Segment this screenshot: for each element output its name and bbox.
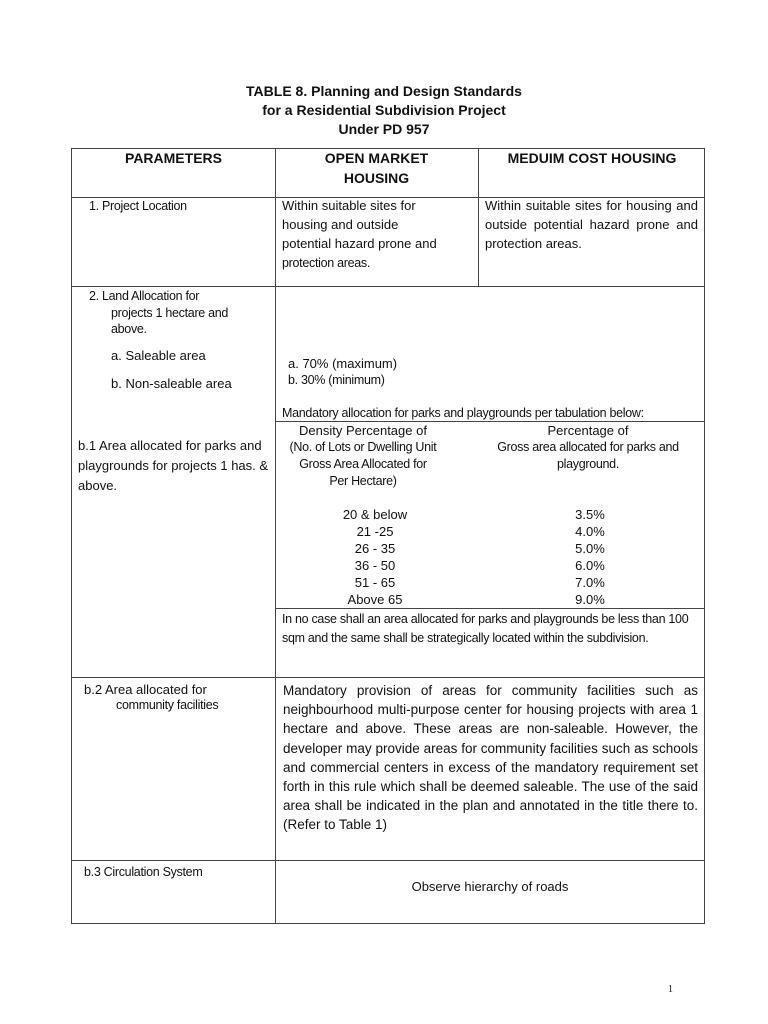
column-divider [275,148,276,924]
param-land-allocation-3: above. [111,322,147,336]
mandatory-allocation-note: Mandatory allocation for parks and playgrounds per tabulation below: [282,406,644,420]
density-value: 36 - 50 [354,558,396,573]
param-community-facilities-1: b.2 Area allocated for [84,682,207,697]
percentage-header-1: Percentage of [547,423,629,438]
param-circulation-system: b.3 Circulation System [84,865,203,879]
percentage-header-3: playground. [556,457,620,471]
table-subtitle: for a Residential Subdivision Project [262,102,506,118]
density-value: 51 - 65 [354,575,396,590]
param-saleable: a. Saleable area [111,348,206,363]
param-project-location: 1. Project Location [89,199,187,213]
percentage-value: 9.0% [575,592,605,607]
density-value: 21 -25 [356,524,394,539]
density-header-3: Gross Area Allocated for [299,457,427,471]
density-value: 26 - 35 [354,541,396,556]
density-header-2: (No. of Lots or Dwelling Unit [289,440,437,454]
param-non-saleable: b. Non-saleable area [111,376,232,391]
saleable-value: a. 70% (maximum) [288,356,398,371]
column-divider [478,148,479,286]
open-market-location-3: potential hazard prone and [282,236,437,251]
community-facilities-text: Mandatory provision of areas for community facilities such as neighbourhood multi-purpose center for housing projects with area 1 hectare and above. These areas are non-saleable. However, the developer may provide areas for community facilities such as schools and commercial centers in excess of the mandatory requirement set forth in this rule which shall be deemed saleable. The use of the said area shall be indicated in the plan and annotated in the title there to. (Refer to Table 1) [283,683,698,833]
param-community-facilities-2: community facilities [116,698,219,712]
percentage-header-2: Gross area allocated for parks and [497,440,679,454]
row-divider [71,860,705,861]
param-land-allocation-2: projects 1 hectare and [111,306,229,320]
subtable-divider [275,608,705,609]
medium-cost-location: Within suitable sites for housing and outside potential hazard prone and protection areas. [485,198,698,251]
table-subtitle-law: Under PD 957 [338,121,430,137]
header-parameters: PARAMETERS [125,150,222,166]
density-header-4: Per Hectare) [329,474,397,488]
row-divider [71,677,705,678]
density-value: 20 & below [342,507,408,522]
percentage-value: 3.5% [575,507,605,522]
page-number: 1 [668,984,673,995]
minimum-area-note: In no case shall an area allocated for parks and playgrounds be less than 100 sqm and the same shall be strategically located within the subdivision. [282,612,689,645]
header-open-market-2: HOUSING [343,170,410,186]
circulation-text: Observe hierarchy of roads [411,879,569,894]
percentage-value: 5.0% [575,541,605,556]
header-open-market-1: OPEN MARKET [324,150,429,166]
header-medium-cost: MEDUIM COST HOUSING [507,150,677,166]
density-value: Above 65 [347,592,403,607]
non-saleable-value: b. 30% (minimum) [288,373,385,387]
density-header-1: Density Percentage of [299,423,427,438]
param-parks-playgrounds: b.1 Area allocated for parks and playgrounds for projects 1 has. & above. [78,438,269,493]
open-market-location-1: Within suitable sites for [282,198,416,213]
param-land-allocation-1: 2. Land Allocation for [89,289,200,303]
table-title: TABLE 8. Planning and Design Standards [246,83,522,99]
percentage-value: 7.0% [575,575,605,590]
percentage-value: 4.0% [575,524,605,539]
open-market-location-4: protection areas. [282,256,371,270]
open-market-location-2: housing and outside [282,217,399,232]
percentage-value: 6.0% [575,558,605,573]
